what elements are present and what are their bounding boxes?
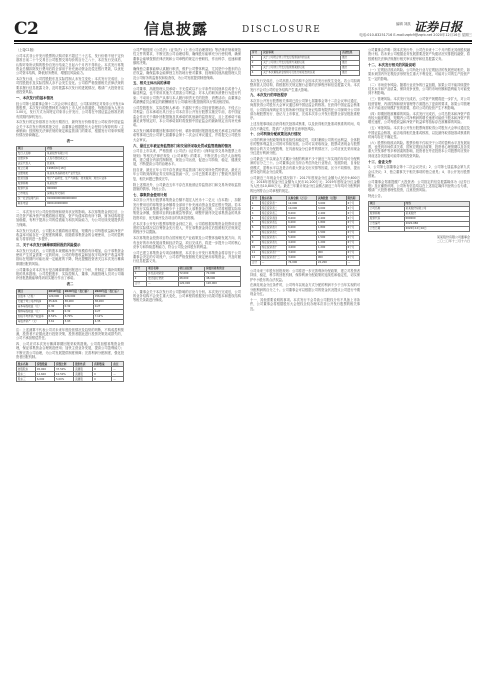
table-cell: — <box>112 367 124 372</box>
table-cell: 联系电话 <box>17 201 46 206</box>
table-cell: 8,000 <box>287 211 317 216</box>
table-cell: 2 <box>251 60 262 65</box>
body-paragraph: 1、公司第七届董事会第十二次会议决议；2、公司第七届监事会第九次会议决议；3、独立董事关于相关事项的独立意见；4、非公开发行股票预案。 <box>368 165 470 178</box>
table-cell: 股票简称 <box>369 211 405 216</box>
table-cell: 2020年12月16日 <box>404 226 469 231</box>
table-cell: 1,200 <box>317 241 347 246</box>
table-cell: 内容 <box>404 201 469 206</box>
table-cell: 74,000 <box>287 260 317 265</box>
table-cell: 0.30 <box>47 304 63 309</box>
table-cell: 120,000 <box>178 281 205 286</box>
table-cell: 统一社会信用代码 <box>17 196 46 201</box>
table-cell: 5.00% <box>55 377 74 382</box>
table-cell: 股票代码 <box>369 216 405 221</box>
body-paragraph: 公司董事、高级管理人员承诺：不无偿或以不公平条件向其他单位或者个人输送利益，也不采用其他方式损害公司利益；对本人的职务消费行为进行约束；不动用公司资产从事与本人履行职责无关的投资、消费活动；由董事会或薪酬委员会制定的薪酬制度与公司填补回报措施的执行情况相挂钩。 <box>133 87 241 105</box>
body-paragraph: 四、公司应对本次发行摊薄即期回报采取的措施。公司将加强募集资金管理，保证募集资金合理规范使用；加快主营业务发展，提高公司盈利能力；不断完善公司治理，为公司发展提供制度保障；完善利润分配制度，强化投资者回报机制。 <box>16 342 124 360</box>
table-cell: 特定投资者九 <box>260 241 286 246</box>
table-cell: 法定代表人 <box>17 161 46 166</box>
section-title: 信息披露 <box>144 20 209 38</box>
table-cell: 决议事项 <box>262 51 341 56</box>
table-cell: 0.32 <box>63 304 93 309</box>
table-cell: 成立日期 <box>17 166 46 171</box>
newspaper-logo: 证券日报 <box>413 20 462 34</box>
table-cell: 公告日期 <box>369 226 405 231</box>
table-cell: 流通股 <box>74 367 93 372</box>
table-cell: 项目总投资 <box>178 266 205 271</box>
signature-line: 二〇二〇年十二月十六日 <box>436 238 470 243</box>
body-paragraph: 在本次非公开发行股票募集资金到位之前，公司将根据募集资金投资项目进度的实际情况以自筹资金先行投入，并在募集资金到位后按照相关法规规定的程序予以置换。 <box>133 221 241 235</box>
table-cell: 5,000 <box>287 231 317 236</box>
table-cell: 2 <box>134 276 147 281</box>
table-cell: 股东二 <box>17 372 36 377</box>
table-cell: 备注 <box>112 362 124 367</box>
table-cell: 持股比例 <box>55 362 74 367</box>
table-cell: 经营范围 <box>17 176 46 181</box>
body-paragraph: 本次发行完成后，公司高管人员结构不会因本次发行而发生变化。若公司拟调整高管人员结构，将根据有关规定履行必要的法律程序和信息披露义务。本次发行不会对公司的业务结构产生重大影响。 <box>250 78 360 92</box>
table-row <box>134 281 241 286</box>
table-cell: 0 <box>93 367 112 372</box>
table-cell: 48,000 <box>205 276 241 281</box>
body-paragraph: 公司严格按照《公司法》《证券法》《上市公司治理准则》等法律法规和规范性文件的要求，不断完善公司治理结构，确保股东能够充分行使权利，确保董事会能够按照法律法规和公司章程的规定行使职权，作出科学、迅速和谨慎的决策。 <box>133 48 241 66</box>
section-heading: 九、本次发行的审批程序 <box>250 93 288 98</box>
table-cell: 6个月 <box>346 216 359 221</box>
table-cell: 2019年度 <box>47 289 63 294</box>
body-paragraph: 公司董事会对本次发行是否摊薄即期回报进行了分析，并制定了填补即期回报的具体措施，公司控股股东、实际控制人、董事、高级管理人员对公司填补回报措施能够得到切实履行作出了承诺。 <box>16 267 124 281</box>
table-cell: 限售期 <box>346 196 359 201</box>
table-cell: 1 <box>251 201 261 206</box>
table-cell: 5 <box>251 221 261 226</box>
table-cell: 人民币壹拾贰亿元 <box>46 156 124 161</box>
table-cell: 38,000 <box>93 299 123 304</box>
table-cell: 特定投资者三 <box>260 211 286 216</box>
table-cell: 偿还银行贷款 <box>147 276 178 281</box>
table-cell: 通过 <box>341 70 360 75</box>
table-cell: 6个月 <box>346 211 359 216</box>
table-cell: 股票简称 <box>17 181 46 186</box>
table-cell: 特定投资者二 <box>260 206 286 211</box>
table-cell: 4 <box>251 70 262 75</box>
table-cell: 2020年度（发行后） <box>93 289 123 294</box>
body-paragraph: （一）宏观经济波动风险。公司所处行业与宏观经济的发展密切相关，如果未来国内外宏观经济形势发生重大不利变化，可能对公司的生产经营产生一定的影响。 <box>368 68 470 81</box>
table-cell: 0.30 <box>47 309 63 314</box>
table-cell: 0 <box>93 372 112 377</box>
signature-line: 某某股份有限公司董事会 <box>436 234 470 239</box>
table-cell: 4.35 <box>93 319 123 324</box>
table-cell: 股票代码 <box>17 186 46 191</box>
table-cell: 特定投资者五 <box>260 221 286 226</box>
body-paragraph: 确保独立董事能够认真履行职责，维护公司整体利益，尤其是中小股东的合法权益，确保监事会能够独立有效地行使对董事、经理和其他高级管理人员及公司财务的监督权和检查权，为公司发展提供制度保障。 <box>133 66 241 80</box>
table-cell: 项目 <box>17 146 46 151</box>
body-paragraph: 除上述情况外，公司最近五年不存在其他被证券监管部门和交易所采取监管措施的情形。特此公告。 <box>133 182 241 191</box>
table-cell: 张某某 <box>46 161 124 166</box>
table-cell: 关于本次募集资金使用可行性分析报告的议案 <box>262 70 341 75</box>
table-cell: 特定投资者八 <box>260 236 286 241</box>
body-paragraph: 公司未来三年股东回报规划：公司将进一步完善利润分配政策，建立对投资者持续、稳定、科学的回报机制，保持利润分配政策的连续性和稳定性，切实保护中小股东的合法权益。 <box>250 268 360 282</box>
body-paragraph: 公司最近三年以现金方式累计分配的利润不少于最近三年实现的年均可分配利润的百分之三十。公司董事会应当综合考虑所处行业特点、发展阶段、自身经营模式、盈利水平以及是否有重大资金支出安排等因素，区分不同情形，提出差异化的现金分红政策。 <box>250 156 360 174</box>
table-cell: 加权平均净资产收益率 <box>17 314 48 319</box>
table-cell: 注册资本 <box>17 156 46 161</box>
table-cell: 12,600 <box>36 372 55 377</box>
body-paragraph: 本次发行完成后，公司股本总额将相应增加，短期内公司每股收益和净资产收益率可能存在一定程度的摊薄，但随着募集资金的合理使用，公司的盈利能力将得到进一步提升。 <box>16 228 124 242</box>
table-cell: 公告编号 <box>369 221 405 226</box>
table-cell: 6个月 <box>346 226 359 231</box>
body-paragraph: （四）即期回报被摊薄的风险。本次发行完成后，公司总股本和净资产将有较大幅度增加，短期内公司净利润的增长速度可能低于股本和净资产的增长速度，公司每股收益和净资产收益率等指标存在被摊薄的风险。 <box>368 111 470 125</box>
table-cell: 3,600 <box>317 201 347 206</box>
table-cell: 6个月 <box>346 255 359 260</box>
table-cell: 8.79% <box>63 314 93 319</box>
table-cell: 12,000 <box>287 201 317 206</box>
body-paragraph: 注：上述测算不代表公司对未来年度经营情况及趋势的判断，不构成盈利预测，投资者不应据此进行投资决策，投资者据此进行投资决策造成损失的，公司不承担赔偿责任。 <box>16 327 124 341</box>
table-cell: 3 <box>251 211 261 216</box>
table-cell: 3.61 <box>47 319 63 324</box>
table-cell: 合计 <box>251 260 261 265</box>
masthead-rule <box>14 40 472 42</box>
table-cell: 48,000 <box>178 276 205 281</box>
body-paragraph: 公司董事会郑重提醒广大投资者：公司指定的信息披露媒体为《证券日报》及巨潮资讯网，公司所有信息均以在上述指定媒体刊登的公告为准，敬请广大投资者理性投资，注意投资风险。 <box>368 179 470 193</box>
table-cell: 3.93 <box>63 319 93 324</box>
table-cell: — <box>346 260 359 265</box>
table-cell: — <box>260 260 286 265</box>
body-paragraph: 公司本次非公开发行股票的认购对象不超过三十五名，发行价格不低于定价基准日前二十个交易日公司股票交易均价的百分之八十，本次发行完成后，认购对象所认购的股份自发行结束之日起六个月内不得转让。本次发行募集资金总额扣除发行费用后将全部用于补充流动资金及偿还银行贷款，以优化公司资本结构，降低财务费用，增强抗风险能力。 <box>16 53 124 76</box>
table-cell: 特定投资者一 <box>260 201 286 206</box>
body-paragraph: 公司已建立募集资金专项存储制度，本次非公开发行募集资金将存放于公司董事会决定的专项账户，公司将严格按照相关规定使用募集资金，并及时履行信息披露义务。 <box>133 250 241 264</box>
table-cell: 股东三 <box>17 377 36 382</box>
table-cell: 900 <box>317 255 347 260</box>
table-cell: 特定投资者七 <box>260 231 286 236</box>
table-cell: 35,621 <box>47 299 63 304</box>
body-paragraph: 本次发行摊薄即期回报事项的分析、填补即期回报措施及相关承诺主体的承诺等事项已经公司第七届董事会第十二次会议审议通过，并将提交公司股东大会审议。 <box>133 129 241 142</box>
table-cell: 7 <box>251 231 261 236</box>
table-cell: 0.32 <box>63 309 93 314</box>
table-cell: 股东名称 <box>260 196 286 201</box>
table-cell: 项目 <box>369 201 405 206</box>
table-cell: 质押数量 <box>93 362 112 367</box>
table-cell: 表决结果 <box>341 51 360 56</box>
table-cell: 156,000 <box>93 294 123 299</box>
table-row <box>17 319 124 324</box>
table-cell: 6个月 <box>346 251 359 256</box>
table-cell: 通过 <box>341 55 360 60</box>
table-cell: 某省某市高新技术产业开发区 <box>46 171 124 176</box>
table-cell: 股东名称 <box>17 362 36 367</box>
table-cell: 900 <box>317 251 347 256</box>
table-cell: 12 <box>251 255 261 260</box>
table-cell: 某某股份 <box>46 181 124 186</box>
body-paragraph: 上述呈报事项能否获得相关批准或核准，以及获得相关批准或核准的时间，均存在不确定性，提请广大投资者注意审批风险。 <box>250 122 360 131</box>
table-cell: 6个月 <box>346 241 359 246</box>
table-cell: 持股数量 <box>36 362 55 367</box>
table-cell: 电子产品研发、生产与销售；技术服务；进出口业务 <box>46 176 124 181</box>
table-cell: 3,000 <box>287 251 317 256</box>
table-cell: 37.50% <box>55 367 74 372</box>
table-cell: 某某股份 <box>404 211 469 216</box>
table-cell: 归属于母公司净利润 <box>17 299 48 304</box>
table-cell: — <box>112 372 124 377</box>
section-heading: 七、募集资金使用计划 <box>133 192 167 197</box>
table-cell: 1 <box>251 55 262 60</box>
table-cell: 4 <box>251 216 261 221</box>
table-cell: 项目名称 <box>147 266 178 271</box>
table-cell: 特定投资者六 <box>260 226 286 231</box>
body-paragraph: 公司控股股东、实际控制人承诺：不越权干预公司经营管理活动，不侵占公司利益；自本承诺出具日至公司本次非公开发行股票实施完毕前，若中国证监会作出关于填补回报措施及其承诺的其他新的监管规定，且上述承诺不能满足该等规定时，本公司承诺届时将按照中国证监会的最新规定出具补充承诺。 <box>133 105 241 128</box>
table-cell: 72,000 <box>178 271 205 276</box>
body-paragraph: 本次非公开发行股票募集资金总额不超过人民币十二亿元（含本数），扣除发行费用后的募集资金净额将全部用于补充流动资金及偿还银行贷款。若本次发行实际募集资金净额少于上述拟投入募集资金总额，公司将根据实际募集资金净额，按照项目的轻重缓急等情况，调整并最终决定募集资金的具体投资项目、优先顺序及各项目的具体投资额。 <box>133 198 241 220</box>
table-cell: 6个月 <box>346 221 359 226</box>
table-cell: 发行人名称 <box>17 151 46 156</box>
body-paragraph: 本次募集资金投资项目符合国家相关产业政策及公司整体战略发展方向，具有良好的市场发展前景和经济效益，项目完成后，将进一步提升公司的核心竞争力和持续盈利能力，符合公司及全体股东的利益。 <box>133 236 241 249</box>
section-heading: 十、公司利润分配政策及执行情况 <box>250 132 301 137</box>
table-cell: 1,800 <box>317 226 347 231</box>
data-table <box>250 50 360 76</box>
table-cell: 2020-086 <box>404 221 469 226</box>
table-cell: 流通股 <box>74 372 93 377</box>
body-paragraph: （上接C1版） <box>16 48 37 52</box>
section-heading: 三、关于本次发行摊薄即期回报的风险提示 <box>16 243 81 248</box>
table-cell: 关于公司符合非公开发行股票条件的议案 <box>262 55 341 60</box>
table-caption: 表一 <box>66 139 74 144</box>
table-cell: 6个月 <box>346 201 359 206</box>
body-paragraph: （六）股票价格波动风险。股票价格不仅取决于公司的盈利水平及发展前景，也受到市场供求关系、国家宏观经济政策、投资者心理预期以及各类重大突发事件等多种因素的影响，投资者在考虑投资本公司股票时应预计到前述各类因素可能带来的投资风险。 <box>368 140 470 158</box>
table-cell: 6个月 <box>346 236 359 241</box>
table-row <box>369 226 470 231</box>
table-cell: 11 <box>251 251 261 256</box>
section-heading: 五、相关主体出具的承诺 <box>133 81 171 86</box>
table-cell: 6个月 <box>346 246 359 251</box>
page-number: C2 <box>14 19 39 39</box>
section-heading: 六、最近五年被证券监管部门和交易所采取处罚或监管措施的情况 <box>133 143 232 148</box>
table-cell: 3 <box>251 65 262 70</box>
table-cell: 000000 <box>46 186 124 191</box>
table-cell: 序号 <box>251 196 261 201</box>
table-cell: 特定投资者四 <box>260 216 286 221</box>
table-cell: 1,500 <box>317 236 347 241</box>
table-cell: 0000-00000000 <box>46 201 124 206</box>
body-paragraph: 公司的利润分配政策保持连续性和稳定性，同时兼顾公司的长远利益、全体股东的整体利益及公司的可持续发展。公司可以采取现金、股票或者现金与股票相结合的方式分配股利，在具备现金分红条件的情况下，公司应优先采用现金分红进行利润分配。 <box>250 138 360 156</box>
table-cell: 0 <box>93 377 112 382</box>
column-4 <box>368 48 470 243</box>
table-cell: 120,000 <box>63 294 93 299</box>
table-cell: 特定投资者十 <box>260 246 286 251</box>
table-row <box>17 201 124 206</box>
section-heading: 十二、本次发行相关的风险说明 <box>368 62 416 67</box>
table-cell: 2,400 <box>317 211 347 216</box>
table-cell: 关于公司非公开发行股票预案的议案 <box>262 65 341 70</box>
table-cell: 3,000 <box>317 206 347 211</box>
editor-line: 编辑 刘凯 <box>396 22 411 26</box>
table-cell: 6,000 <box>287 221 317 226</box>
table-caption: 表二 <box>66 282 74 287</box>
body-paragraph: 特此公告。 <box>368 194 384 199</box>
table-cell: 1998年6月18日 <box>46 166 124 171</box>
table-cell: 72,000 <box>205 271 241 276</box>
body-paragraph: （二）市场竞争风险。随着行业竞争的日益加剧，如果公司不能持续提升技术水平和产品质量，保持竞争优势，公司的市场份额和盈利能力可能受到不利影响。 <box>368 82 470 96</box>
table-cell: 45,000 <box>36 367 55 372</box>
table-cell: 120,000 <box>205 281 241 286</box>
table-cell: 4,000 <box>287 241 317 246</box>
body-paragraph: （五）审批风险。本次非公开发行股票尚需取得公司股东大会审议通过及中国证监会核准，能否取得相关批准或核准，以及最终取得批准或核准的时间均存在不确定性。 <box>368 126 470 139</box>
table-cell: 序号 <box>251 51 262 56</box>
body-paragraph: 在满足现金分红条件时，公司每年以现金方式分配的利润不少于当年实现的可分配利润的百分之十。公司董事会可以根据公司的资金状况提议公司进行中期现金分红。 <box>250 283 360 297</box>
table-cell: 拟使用募集资金 <box>205 266 241 271</box>
table-cell: 6个月 <box>346 206 359 211</box>
table-cell: 10.50% <box>55 372 74 377</box>
data-table <box>16 146 124 207</box>
table-cell: 项目 <box>17 289 48 294</box>
table-row <box>251 260 360 265</box>
table-cell: 1 <box>134 271 147 276</box>
data-table <box>250 195 360 266</box>
table-cell: 特定投资者十二 <box>260 255 286 260</box>
table-cell: 补充流动资金 <box>147 271 178 276</box>
data-table <box>16 289 124 325</box>
table-cell: 某某股份有限公司 <box>404 206 469 211</box>
table-cell: 120,000 <box>47 294 63 299</box>
table-cell: 特定投资者十一 <box>260 251 286 256</box>
masthead-meta: 电话:010-83251716 E-mail:zqrb9@zqrb.net 2020年12月16日 星期三 <box>359 33 472 37</box>
table-cell: 2020年度（发行前） <box>63 289 93 294</box>
table-cell: 关于公司非公开发行股票方案的议案 <box>262 60 341 65</box>
data-table <box>368 201 470 232</box>
table-cell: 3,000 <box>287 255 317 260</box>
data-table <box>16 361 124 382</box>
table-cell: 10 <box>251 246 261 251</box>
section-heading: 十三、备查文件 <box>368 159 392 164</box>
table-row <box>17 377 124 382</box>
table-cell: 总股本（万股） <box>17 294 48 299</box>
section-title-english: DISCLOSURE <box>242 25 322 35</box>
table-cell: 8 <box>251 236 261 241</box>
table-row <box>251 70 360 75</box>
table-cell: — <box>112 377 124 382</box>
table-cell: 22,200 <box>317 260 347 265</box>
table-cell: 6 <box>251 226 261 231</box>
body-paragraph: （三）管理风险。本次发行完成后，公司资产规模将进一步扩大，对公司经营管理、内部控制和财务管理等方面提出了更高的要求，如果公司管理水平不能适应规模扩张的需要，将对公司的经营产生不利影响。 <box>368 97 470 110</box>
table-cell: 每股净资产（元） <box>17 319 48 324</box>
table-cell: 1,200 <box>317 246 347 251</box>
table-cell: 1,500 <box>317 231 347 236</box>
table-cell: 6,000 <box>36 377 55 382</box>
table-cell: 8,000 <box>287 216 317 221</box>
table-cell: 公司名称 <box>369 206 405 211</box>
body-paragraph: 经公司第七届董事会第十二次会议审议通过，公司拟向特定对象非公开发行A股股票，本次发行的股票种类为境内上市人民币普通股，每股面值为人民币1.00元，发行方式为向特定对象非公开发行，公司将在中国证监会核准后的有效期内择机发行。 <box>16 101 124 119</box>
masthead-rule-thin <box>14 43 472 44</box>
table-cell: 合计 <box>134 281 147 286</box>
masthead <box>14 20 472 38</box>
table-cell: 6,000 <box>287 226 317 231</box>
table-cell: 0.27 <box>93 309 123 314</box>
table-cell: 上市地点 <box>17 191 46 196</box>
table-cell: 1,800 <box>317 221 347 226</box>
table-cell: 流通股 <box>74 377 93 382</box>
table-cell: 38,000 <box>63 299 93 304</box>
section-heading: 一、本次发行的基本情况 <box>16 95 54 100</box>
table-cell: 序号 <box>134 266 147 271</box>
body-paragraph: 本次发行的定价基准日为发行期首日，最终发行价格将在公司取得中国证监会关于本次发行的核准批文后，由董事会根据股东大会授权与保荐机构（主承销商）按照相关法律法规的规定和监管部门的要求，根据发行对象申购报价情况协商确定。 <box>16 120 124 138</box>
table-cell: 基本每股收益（元） <box>17 304 48 309</box>
table-cell: 某某股份有限公司 <box>46 151 124 156</box>
table-cell: 认购股数（万股） <box>317 196 347 201</box>
table-cell: 通过 <box>341 65 360 70</box>
column-1 <box>16 48 124 385</box>
column-2 <box>133 48 241 304</box>
body-paragraph: 八、董事会关于本次发行对公司影响的讨论与分析。本次发行完成后，公司的业务结构不会发生重大变化，公司章程将根据发行结果对股本和股权结构等相关条款进行修改。 <box>133 289 241 303</box>
body-paragraph: 本次非公开发行股票相关事项已经公司第七届董事会第十二次会议审议通过，尚需获得公司股东大会审议通过和中国证监会的核准。在获得中国证监会核准后，公司将向深圳证券交易所和中国证券登记结算有限责任公司深圳分公司申请办理股票发行、登记与上市事宜，完成本次非公开发行股票全部呈报批准程序。 <box>250 99 360 121</box>
body-paragraph: 二、本次发行对公司经营管理和财务状况的影响。本次募集资金到位后，公司总资产和净资产规模将相应增加，资产负债率将有所下降，财务结构将更加稳健，有利于提高公司的偿债能力和抗风险能力，为公司后续发展提供有力保障。 <box>16 209 124 227</box>
table-cell: 6个月 <box>346 231 359 236</box>
body-paragraph: 公司自上市以来，严格按照《公司法》《证券法》《深圳证券交易所股票上市规则》等相关法律法规及《公司章程》的要求，不断完善公司法人治理结构，建立健全内部控制制度，规范公司运营，促进公司持续、稳定、健康发展，不断提高公司的治理水平。 <box>133 149 241 167</box>
table-cell: 91000000000000000X <box>46 196 124 201</box>
table-cell: 0.27 <box>93 304 123 309</box>
table-cell: 5,000 <box>287 236 317 241</box>
table-cell: 2 <box>251 206 261 211</box>
table-cell: 10,000 <box>287 206 317 211</box>
table-cell: 注册地址 <box>17 171 46 176</box>
table-cell: 稀释每股收益（元） <box>17 309 48 314</box>
table-cell: 4,000 <box>287 246 317 251</box>
body-paragraph: 公司董事会声明：除本次发行外，公司在未来十二个月内暂无其他股权融资计划。若未来公司根据业务发展需要及资产负债状况安排股权融资，将按照相关法律法规履行相关审议程序和信息披露义务。 <box>368 48 470 61</box>
body-paragraph: 本次发行完成后，公司的股本规模和净资产规模将有所增加，由于募集资金使用产生效益需要一定的时间，公司的每股收益和加权平均净资产收益率等指标在短期内可能出现一定幅度的下降，特此提醒投资者关注本次发行摊薄即期回报的风险。 <box>16 248 124 266</box>
table-cell: 股份性质 <box>74 362 93 367</box>
table-cell: 内容 <box>46 146 124 151</box>
body-paragraph: 公司最近三年现金分红情况如下：2017年度现金分红金额为人民币9,600万元；2018年度现金分红金额为人民币10,200万元；2019年度现金分红金额为人民币10,800万元。最近三年累计现金分红金额占最近三年年均可分配利润的比例符合公司章程的规定。 <box>250 175 360 193</box>
body-paragraph: 经自查，最近五年公司不存在被证券监管部门和交易所处罚的情况。最近五年公司收到深圳证券交易所监管函一次，公司已按要求进行了整改并及时回复，相关问题已整改完毕。 <box>133 168 241 181</box>
data-table <box>133 266 241 287</box>
table-cell: 000000 <box>404 216 469 221</box>
table-cell: 控股股东 <box>17 367 36 372</box>
table-cell: 2,400 <box>317 216 347 221</box>
body-paragraph: 本次发行前，公司控股股东及实际控制人未发生变化；本次发行完成后，公司控股股东及实际控制人亦不会发生变化。公司将严格按照相关法律法规的要求履行信息披露义务，及时披露本次发行的进展情况，敬请广大投资者注意投资风险。 <box>16 77 124 95</box>
table-cell: 深圳证券交易所 <box>46 191 124 196</box>
table-cell: 7.12% <box>93 314 123 319</box>
table-cell: 8.52% <box>47 314 63 319</box>
column-3 <box>250 48 360 313</box>
table-cell: 认购金额（万元） <box>287 196 317 201</box>
body-paragraph: 十一、其他需要说明的事项。本次发行不会导致公司股权分布不具备上市条件，公司董事会将根据股东大会授权全权办理本次非公开发行股票的相关事宜。 <box>250 298 360 311</box>
table-cell: 9 <box>251 241 261 246</box>
table-cell: 通过 <box>341 60 360 65</box>
table-cell: — <box>147 281 178 286</box>
